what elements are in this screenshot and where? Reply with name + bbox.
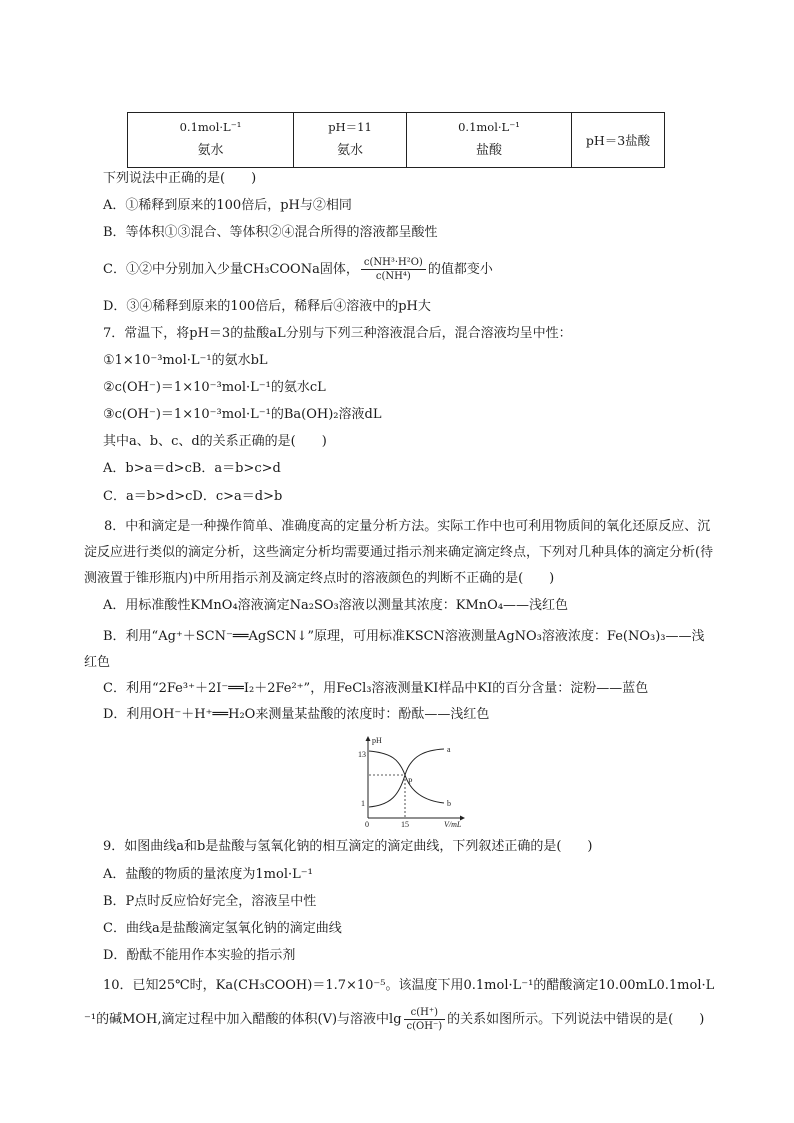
q6-option-c: [103, 255, 493, 285]
q6-stem: 下列说法中正确的是( ): [103, 171, 257, 186]
q6-fraction-numerator: c(NH³·H²O): [361, 256, 426, 270]
x-tick-0: 0: [365, 820, 369, 828]
cell-3-conc: 0.1mol·L⁻¹: [458, 120, 520, 134]
q7-ask: 其中a、b、c、d的关系正确的是( ): [103, 434, 327, 449]
q8-stem: 8．中和滴定是一种操作简单、准确度高的定量分析方法。实际工作中也可利用物质间的氧化还原反应、沉淀反应进行类似的滴定分析，这些滴定分析均需要通过指示剂来确定滴定终点，下列对几种具体的滴定分析(待测液置于锥形瓶内)中所用指示剂及滴定终点时的溶液颜色的判断不正确的是( ): [84, 519, 714, 586]
q6-option-b: B．等体积①③混合、等体积②④混合所得的溶液都呈酸性: [103, 225, 438, 240]
q9-option-a: A．盐酸的物质的量浓度为1mol·L⁻¹: [103, 867, 313, 882]
q10-line-1: 10．已知25℃时，Ka(CH₃COOH)＝1.7×10⁻⁵。该温度下用0.1mol·L⁻¹的醋酸滴定10.00mL0.1mol·L: [103, 978, 715, 993]
y-tick-1: 1: [361, 799, 365, 808]
q6-option-c-post: 的值都变小: [427, 262, 493, 277]
q10-fraction-numerator: c(H⁺): [404, 1006, 446, 1020]
cell-2-name: 氨水: [336, 143, 363, 158]
q9-option-d: D．酚酞不能用作本实验的指示剂: [103, 948, 296, 963]
cell-4-text: pH＝3盐酸: [585, 133, 651, 148]
x-axis-label: V/mL: [444, 820, 462, 828]
y-tick-13: 13: [358, 750, 366, 759]
q9-option-b: B．P点时反应恰好完全，溶液呈中性: [103, 894, 317, 909]
q10-line-2-post: 的关系如图所示。下列说法中错误的是( ): [447, 1012, 705, 1027]
table-cell-1: [128, 113, 294, 168]
table-cell-4: [572, 113, 665, 168]
titration-graph: [336, 733, 466, 828]
q6-option-a: A．①稀释到原来的100倍后，pH与②相同: [103, 198, 352, 213]
q8-option-d: D．利用OH⁻＋H⁺══H₂O来测量某盐酸的浓度时：酚酞——浅红色: [103, 707, 490, 722]
y-axis-arrow: [366, 736, 371, 741]
q6-option-d: D．③④稀释到原来的100倍后，稀释后④溶液中的pH大: [103, 299, 431, 314]
q10-fraction: [404, 1006, 446, 1033]
q10-fraction-denominator: c(OH⁻): [406, 1021, 443, 1032]
q10-line-2: [84, 1004, 704, 1036]
curve-b-label: b: [447, 799, 451, 808]
q7-item-2: ②c(OH⁻)＝1×10⁻³mol·L⁻¹的氨水cL: [103, 380, 326, 395]
y-axis-label: pH: [372, 736, 382, 745]
curve-b: [369, 751, 444, 803]
x-tick-15: 15: [401, 820, 409, 828]
q7-item-3: ③c(OH⁻)＝1×10⁻³mol·L⁻¹的Ba(OH)₂溶液dL: [103, 407, 382, 422]
q6-fraction: [361, 256, 426, 283]
q9-stem: 9．如图曲线a和b是盐酸与氢氧化钠的相互滴定的滴定曲线，下列叙述正确的是( ): [103, 839, 593, 854]
q8-option-a: A．用标准酸性KMnO₄溶液滴定Na₂SO₃溶液以测量其浓度：KMnO₄——浅红色: [103, 598, 569, 613]
cell-1-conc: 0.1mol·L⁻¹: [179, 120, 242, 134]
q9-option-c: C．曲线a是盐酸滴定氢氧化钠的滴定曲线: [103, 921, 342, 936]
cell-3-name: 盐酸: [475, 143, 502, 158]
q6-fraction-denominator: c(NH⁴): [375, 271, 411, 282]
q7-item-1: ①1×10⁻³mol·L⁻¹的氨水bL: [103, 353, 268, 368]
cell-1-name: 氨水: [197, 143, 224, 158]
table-cell-2: [294, 113, 407, 168]
q6-option-c-pre: C．①②中分别加入少量CH₃COONa固体，: [103, 262, 359, 277]
curve-a-label: a: [447, 745, 451, 754]
table-cell-3: [407, 113, 572, 168]
point-p-label: P: [408, 777, 413, 786]
q8-option-b: B．利用“Ag⁺＋SCN⁻══AgSCN↓”原理，可用标准KSCN溶液测量AgNO₃溶液浓度：Fe(NO₃)₃——浅红色: [84, 629, 705, 670]
cell-2-ph: pH＝11: [328, 120, 372, 134]
q8-option-c: C．利用“2Fe³⁺＋2I⁻══I₂＋2Fe²⁺”，用FeCl₃溶液测量KI样品中KI的百分含量：淀粉——蓝色: [103, 681, 649, 696]
q7-options-cd: C．a＝b>d>cD．c>a＝d>b: [103, 489, 283, 504]
q7-options-ab: A．b>a＝d>cB．a＝b>c>d: [103, 461, 281, 476]
q7-stem: 7．常温下，将pH＝3的盐酸aL分别与下列三种溶液混合后，混合溶液均呈中性：: [103, 326, 572, 341]
q10-line-2-pre: ⁻¹的碱MOH,滴定过程中加入醋酸的体积(V)与溶液中lg: [84, 1012, 402, 1027]
reagent-table: [127, 112, 665, 168]
